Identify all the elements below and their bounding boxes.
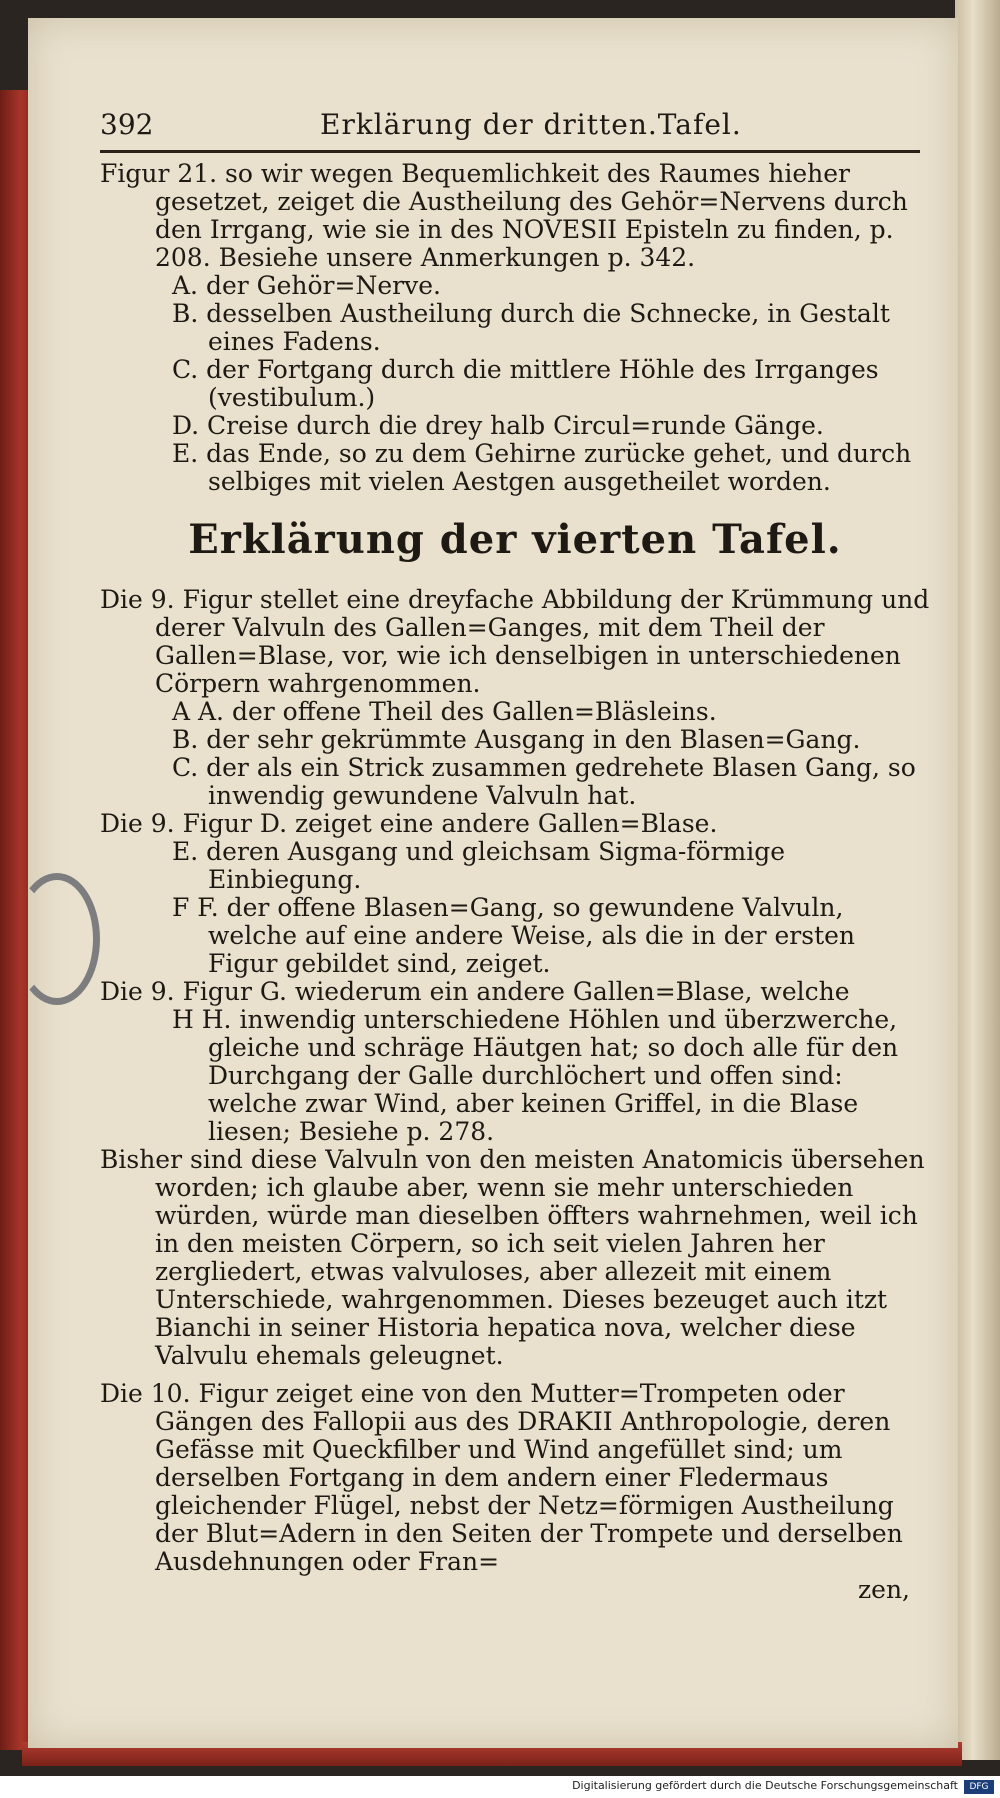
header-rule [100, 150, 920, 153]
body-text [100, 160, 930, 1604]
figure-9-intro: Die 9. Figur stellet eine dreyfache Abbildung der Krümmung und derer Valvuln des Gallen=Ganges, mit dem Theil der Gallen=Blase, vor, wie ich denselbigen in unterschiedenen Cörpern wahrgenommen. [100, 585, 930, 698]
legend-item: C. der als ein Strick zusammen gedrehete Blasen Gang, so inwendig gewundene Valvuln hat. [172, 753, 916, 810]
page-clip [14, 873, 100, 1005]
catchword: zen, [857, 1575, 910, 1604]
page-number: 392 [100, 108, 154, 141]
footer-bar [0, 1776, 1000, 1798]
legend-item: E. deren Ausgang und gleichsam Sigma-förmige Einbiegung. [172, 837, 786, 894]
legend-item: A A. der offene Theil des Gallen=Bläsleins. [172, 697, 717, 726]
page-header [100, 108, 920, 148]
dfg-logo: DFG [964, 1780, 994, 1794]
facing-page-edge [955, 0, 1000, 1760]
section-title: Erklärung der vierten Tafel. [188, 516, 842, 563]
legend-item: E. das Ende, so zu dem Gehirne zurücke gehet, und durch selbiges mit vielen Aestgen ausgetheilet worden. [172, 439, 912, 496]
legend-item: C. der Fortgang durch die mittlere Höhle des Irrganges (vestibulum.) [172, 355, 879, 412]
legend-item: H H. inwendig unterschiedene Höhlen und überzwerche, gleiche und schräge Häutgen hat; so doch alle für den Durchgang der Galle durchlöchert und offen sind: welche zwar Wind, aber keinen Griffel, in die Blase liesen; Besiehe p. 278. [172, 1005, 899, 1146]
figure-10-description: Die 10. Figur zeiget eine von den Mutter=Trompeten oder Gängen des Fallopii aus des DRAKII Anthropologie, deren Gefässe mit Queckfilber und Wind angefüllet sind; um derselben Fortgang in dem andern einer Fledermaus gleichender Flügel, nebst der Netz=förmigen Austheilung der Blut=Adern in den Seiten der Trompete und derselben Ausdehnungen oder Fran= [100, 1379, 903, 1576]
figure-9g-intro: Die 9. Figur G. wiederum ein andere Gallen=Blase, welche [100, 977, 850, 1006]
legend-item: D. Creise durch die drey halb Circul=runde Gänge. [172, 411, 824, 440]
figure-9d-intro: Die 9. Figur D. zeiget eine andere Gallen=Blase. [100, 809, 718, 838]
funding-credit: Digitalisierung gefördert durch die Deutsche Forschungsgemeinschaft [572, 1779, 958, 1792]
running-head: Erklärung der dritten.Tafel. [320, 108, 742, 141]
legend-item: A. der Gehör=Nerve. [172, 271, 441, 300]
valvuln-note: Bisher sind diese Valvuln von den meisten Anatomicis übersehen worden; ich glaube aber, wenn sie mehr unterschieden würden, würde man dieselben öffters wahrnehmen, weil ich in den meisten Cörpern, so ich seit vielen Jahren her zergliedert, etwas valvuloses, aber allezeit mit einem Unterschiede, wahrgenommen. Dieses bezeuget auch itzt Bianchi in seiner Historia hepatica nova, welcher diese Valvulu ehemals geleugnet. [100, 1145, 925, 1370]
legend-item: B. desselben Austheilung durch die Schnecke, in Gestalt eines Fadens. [172, 299, 890, 356]
legend-item: B. der sehr gekrümmte Ausgang in den Blasen=Gang. [172, 725, 861, 754]
legend-item: F F. der offene Blasen=Gang, so gewundene Valvuln, welche auf eine andere Weise, als die in der ersten Figur gebildet sind, zeiget. [172, 893, 856, 978]
figure-21-description: Figur 21. so wir wegen Bequemlichkeit des Raumes hieher gesetzet, zeiget die Austheilung des Gehör=Nervens durch den Irrgang, wie sie in des NOVESII Episteln zu finden, p. 208. Besiehe unsere Anmerkungen p. 342. [100, 159, 908, 272]
